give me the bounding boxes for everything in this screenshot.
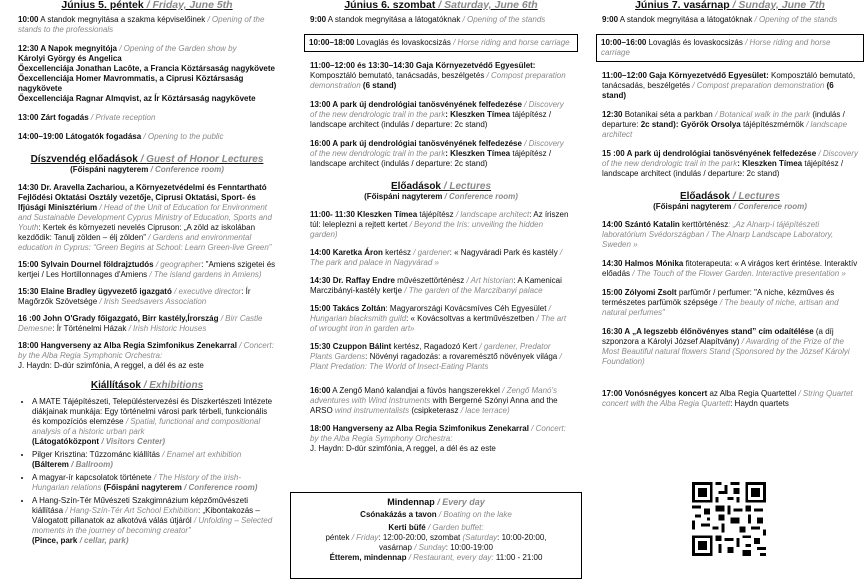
- event-text: tájépítész / landscape architect (indulás / departure: 2c stand): [310, 149, 552, 168]
- event-text-en: / Compost preparation demonstration: [690, 81, 825, 90]
- event-time: 14:30: [602, 259, 623, 268]
- room-hu: (Pince, park: [32, 536, 78, 545]
- event-text: A Zengő Manó kalandjai a fúvós hangszerekkel: [330, 386, 500, 395]
- section-title-en: Guest of Honor Lectures: [146, 154, 264, 165]
- event-text: Látogatók fogadása: [63, 132, 142, 141]
- event-time: 14:00: [602, 220, 623, 229]
- event-time: 9:00: [602, 15, 619, 24]
- event-text: Zárt fogadás: [38, 113, 89, 122]
- event-text-en: / executive director: [171, 287, 242, 296]
- event-time: 11:00- 11:30: [310, 210, 355, 219]
- list-item: [32, 450, 276, 470]
- event-text: : Kleszken Tímea: [445, 110, 511, 119]
- day-title-hu: Június 6. szombat: [344, 0, 436, 11]
- event-text-en: / Boating on the lake: [436, 510, 512, 519]
- event-text: kertész: [382, 248, 411, 257]
- lecture-item: [310, 210, 572, 240]
- event-text: (6 stand): [360, 81, 397, 90]
- event-dendrology-walk: [602, 149, 858, 179]
- lecture-item: [602, 220, 858, 250]
- lecture-item: [310, 386, 572, 416]
- lecture-item: [310, 276, 572, 296]
- event-text: Dr. Aravella Zachariou, a Környezetvédelmi és Fenntartható Fejlődési Oktatási Osztály vezetője, Ciprusi Oktatási, Sport- és Ifjúsági Minisztérium: [18, 183, 267, 212]
- lecture-item: [18, 183, 276, 253]
- event-text: (a díj szponzora a Károlyi József Alapítvány): [602, 327, 834, 346]
- event-text-en: / Art historian: [464, 276, 514, 285]
- event-text: Kerti büfé: [388, 523, 426, 532]
- event-opening-stands: [602, 15, 858, 25]
- event-text-en: / Beyond the Iris: unveiling the hidden garden): [310, 220, 544, 239]
- room-hu: (Főispáni nagyterem: [70, 165, 149, 174]
- day-column-saturday: [310, 0, 572, 463]
- section-title-en: Exhibitions: [149, 380, 204, 391]
- event-text: : 10:00-20:00,: [497, 533, 547, 542]
- event-text-en: / Hungarian blacksmith guild: [310, 304, 551, 323]
- event-text: Vonósnégyes koncert: [622, 389, 708, 398]
- event-text: az Alba Regia Quartettel: [707, 389, 797, 398]
- event-time: 10:00: [18, 15, 39, 24]
- event-time: 14:00–19:00: [18, 132, 64, 141]
- event-text-en: / Plant Predation: The World of Insect-Eating Plants: [310, 352, 562, 371]
- event-text: A Napok megnyitója: [38, 44, 117, 53]
- section-title-lectures: Előadások / Lectures: [390, 181, 492, 192]
- event-text-en: / Horse riding and horse carriage: [450, 38, 570, 47]
- event-text: A standok megnyitása a látogatóknak: [326, 15, 461, 24]
- event-text: vasárnap: [379, 543, 412, 552]
- event-text-en: / Enamel art exhibition: [159, 450, 242, 459]
- event-text-en: / Garden buffet:: [425, 523, 484, 532]
- event-text-en: / landscape architect: [453, 210, 530, 219]
- lecture-item: [310, 248, 572, 268]
- event-text: J. Haydn: D-dúr szimfónia, A reggel, a dél és az este: [310, 444, 496, 453]
- event-public-opening: [18, 132, 276, 142]
- section-title-hu: Előadások: [390, 181, 441, 192]
- day-title-hu: Június 7. vasárnap: [635, 0, 730, 11]
- section-title-en: Lectures: [738, 191, 781, 202]
- event-text: A Hang-Szín-Tér Művészeti Szakgimnázium képzőművészeti kiállítása: [32, 496, 249, 515]
- event-compost: [602, 71, 858, 101]
- room-en: / Conference room): [731, 202, 807, 211]
- event-time: 16:00: [310, 386, 331, 395]
- event-time: 12:30: [18, 44, 39, 53]
- event-dendrology-walk: [310, 100, 572, 130]
- event-text: A standok megnyitása a szakma képviselőinek: [38, 15, 206, 24]
- day-column-sunday: [602, 0, 858, 418]
- event-text-en: / Zengő Manó's adventures with Wind Instruments: [310, 386, 558, 405]
- day-title-en: Sunday, June 7th: [738, 0, 825, 11]
- event-text-en: / Botanical walk in the park: [712, 110, 811, 119]
- event-text-en: / gardener: [410, 248, 450, 257]
- everyday-buffet: [291, 523, 581, 563]
- day-title-hu: Június 5. péntek: [61, 0, 144, 11]
- event-text-en: / lace terrace): [458, 406, 510, 415]
- everyday-box: [290, 492, 582, 579]
- event-text: Elaine Bradley ügyvezető igazgató: [38, 287, 172, 296]
- lecture-item: [310, 304, 572, 334]
- event-text: (indulás / departure:: [602, 110, 845, 129]
- event-text: Gaja Környezetvédő Egyesület:: [646, 71, 769, 80]
- event-time: 16 :00: [18, 314, 41, 323]
- event-text-en: / The park and palace in Nagyvárad »: [310, 248, 563, 267]
- event-text: művészettörténész: [394, 276, 465, 285]
- event-text: tájépítész: [417, 210, 454, 219]
- event-text: parfümőr / perfumer:: [676, 288, 752, 297]
- event-text-en: / The art of wrought iron in garden art»: [310, 314, 567, 333]
- event-text: (6 stand): [602, 81, 834, 100]
- section-room: [18, 165, 276, 175]
- event-text: (csipketerasz: [409, 406, 459, 415]
- event-text-en: / geographer: [153, 260, 202, 269]
- event-text: : Kleszken Tímea: [737, 159, 803, 168]
- event-text: A park új dendrológiai tanösvényének felfedezése: [624, 149, 817, 158]
- event-text-en: / Gardens and environmental education in Cyprus: “Green Begins at School: Learn Green-live Green”: [18, 233, 272, 252]
- day-title-sunday: [602, 0, 858, 11]
- event-text: Komposztáló bemutató, tanácsadás, beszélgetés: [602, 71, 856, 90]
- event-text-en: / Friday: [349, 533, 379, 542]
- event-text-en: / The History of the irish-Hungarian relations: [32, 473, 241, 492]
- room-en: / Conference room): [181, 483, 258, 492]
- event-text: tájépítész / landscape architect (indulás / departure: 2c stand): [602, 159, 844, 178]
- event-text: Takács Zoltán: [330, 304, 386, 313]
- event-text: : Kertek és környezeti nevelés Cipruson: „A zöld az iskolában kezdődik: Tanulj zölden – élj zölden”: [18, 223, 256, 242]
- event-text-en: / Awarding of the Prize of the Most Beautiful natural flowers Stand (Sponsored by the József Károlyi Foundation): [602, 337, 850, 366]
- event-dendrology-walk: [310, 139, 572, 169]
- section-title-exhibitions: Kiállítások / Exhibitions: [90, 380, 204, 391]
- event-text: Sylvain Dournel földrajztudós: [38, 260, 154, 269]
- event-text: 2c stand):: [638, 120, 679, 129]
- event-text-en: / Discovery of the new dendrologic trail in the park: [602, 149, 858, 168]
- event-text-en: / Spatial, functional and compositional analysis of a historic urban park: [32, 417, 261, 436]
- event-time: 15:00: [18, 260, 39, 269]
- event-text-en: / The Alnarp Landscape Laboratory, Sweden »: [602, 230, 834, 249]
- event-text-en: / Private reception: [88, 113, 156, 122]
- guest-line: Őexcellenciája Ragnar Almqvist, az Ír Köztársaság nagykövete: [18, 94, 256, 103]
- event-time: 18:00: [310, 424, 331, 433]
- everyday-title-en: / Every day: [434, 497, 485, 507]
- event-text-en: / String Quartet concert with the Alba Regia Quartett: [602, 389, 853, 408]
- event-text: Gaja Környezetvédő Egyesület:: [413, 61, 536, 70]
- section-title-hu: Előadások: [679, 191, 730, 202]
- event-time: 15:30: [310, 342, 331, 351]
- event-time: 10:00–18:00: [309, 38, 355, 47]
- event-text-en: / Opening of the stands to the professionals: [18, 15, 265, 34]
- event-time: 13:00: [18, 113, 39, 122]
- room-en: / Visitors Center): [99, 437, 166, 446]
- section-room: [310, 192, 572, 202]
- section-title-lectures: Előadások / Lectures: [679, 191, 781, 202]
- event-opening-stands: [310, 15, 572, 25]
- day-title-saturday: [310, 0, 572, 11]
- guest-line: Őexcellenciája Homer Mavrommatis, a Ciprusi Köztársaság nagykövete: [18, 74, 244, 93]
- event-time: 9:00: [310, 15, 327, 24]
- event-text: : Haydn quartets: [730, 399, 789, 408]
- event-text: : Kleszken Tímea: [445, 149, 511, 158]
- event-text: : „Kibontakozás – Válogatott pillanatok az alkotóvá válás útjáról: [32, 506, 260, 525]
- event-text-en: / Discovery of the new dendrologic trail in the park: [310, 139, 564, 158]
- event-time: 17:00: [602, 389, 623, 398]
- event-time: 12:30: [602, 110, 623, 119]
- room-en: / cellar, park): [77, 536, 129, 545]
- event-text-en: / Unfolding – Selected moments in the journey of becoming creator”: [32, 516, 273, 535]
- event-text-en: / The island gardens in Amiens): [147, 270, 262, 279]
- event-opening-professionals: [18, 15, 276, 35]
- event-time: 11:00–12:00: [602, 71, 647, 80]
- event-time: 10:00–16:00: [601, 38, 647, 47]
- room-en: / Conference room): [148, 165, 224, 174]
- exhibition-list: [18, 397, 276, 546]
- event-text: tájépítész / landscape architect (indulás / departure: 2c stand): [310, 110, 552, 129]
- lecture-item: [310, 424, 572, 454]
- event-text: Dr. Raffay Endre: [330, 276, 395, 285]
- event-time: 14:00: [310, 248, 331, 257]
- event-time: 18:00: [18, 341, 39, 350]
- lecture-item: [18, 287, 276, 307]
- event-text-en: / Concert: by the Alba Regia Symphonic Orchestra:: [18, 341, 274, 360]
- room-en: / Conference room): [442, 192, 518, 201]
- guest-line: Őexcellenciája Jonathan Lacôte, a Francia Köztársaság nagykövete: [18, 64, 275, 73]
- event-text: Györök Orsolya: [678, 120, 741, 129]
- event-text: Halmos Mónika: [622, 259, 684, 268]
- event-text-en: / Head of the Unit of Education for Environment and Sustainable Development Cyprus Ministry of Education, Sports and Youth: [18, 203, 272, 232]
- event-text: : « Kovácsoltvas a kertművészetben: [406, 314, 535, 323]
- event-text: A MATE Tájépítészeti, Településtervezési és Díszkertészeti Intézete diákjainak munkája: Egy történelmi városi park térbeli, funkcionális és kompozíciós elemzése: [32, 397, 273, 426]
- event-time: 14:30: [18, 183, 39, 192]
- lecture-item: [602, 288, 858, 318]
- title-sep: /: [435, 0, 445, 11]
- event-time: 14:30: [310, 276, 331, 285]
- event-opening-show: [18, 44, 276, 104]
- event-text: Kleszken Tímea: [354, 210, 418, 219]
- event-text-en: / The Touch of the Flower Garden. Interactive presentation »: [630, 269, 846, 278]
- event-text: A standok megnyitása a látogatóknak: [618, 15, 753, 24]
- event-time: 15:00: [310, 304, 331, 313]
- event-time: 16:30: [602, 327, 623, 336]
- event-text-en: / Opening to the public: [141, 132, 224, 141]
- lecture-item: [602, 389, 858, 409]
- qr-code-icon[interactable]: [692, 482, 766, 556]
- event-text-en: / Concert: by the Alba Regia Symphony Orchestra:: [310, 424, 566, 443]
- event-time: 13:00: [310, 100, 331, 109]
- day-title-en: Friday, June 5th: [152, 0, 233, 11]
- event-text-en: / Opening of the stands: [460, 15, 546, 24]
- event-time: 15 :00: [602, 149, 625, 158]
- event-text: Botanikai séta a parkban: [622, 110, 713, 119]
- event-text-en: / Discovery of the new dendrologic trail in the park: [310, 100, 564, 119]
- room-hu: (Bálterem: [32, 460, 69, 469]
- event-private-reception: [18, 113, 276, 123]
- event-text: with Bergerné Szónyi Anna and the ARSO: [310, 396, 558, 415]
- lecture-item: [18, 341, 276, 371]
- lecture-item: [18, 314, 276, 334]
- room-hu: (Látogatóközpont: [32, 437, 100, 446]
- list-item: [32, 397, 276, 447]
- event-text: Hangverseny az Alba Regia Szimfonikus Zenekarral: [38, 341, 237, 350]
- event-text: kertész, Ragadozó Kert: [391, 342, 478, 351]
- event-text: : « Nagyváradi Park és kastély: [449, 248, 558, 257]
- room-hu: (Főispáni nagyterem: [364, 192, 443, 201]
- everyday-boating: [291, 510, 581, 520]
- event-text: kerttörténész: [679, 220, 729, 229]
- event-text: : „Az Alnarp-i tájépítészeti laboratórium Svédországban: [602, 220, 820, 239]
- list-item: [32, 473, 276, 493]
- event-text: fitoterapeuta:: [683, 259, 733, 268]
- event-text: : A Kamenicai Marczibányi-kastély kertje: [310, 276, 562, 295]
- lecture-item: [18, 260, 276, 280]
- event-text: John O'Grady főigazgató, Birr kastély,Írország: [40, 314, 219, 323]
- lecture-item: [602, 259, 858, 279]
- event-text-en: / Opening of the stands: [752, 15, 838, 24]
- event-text: Zólyomi Zsolt: [622, 288, 677, 297]
- event-text-en: / Irish Seedsavers Association: [97, 297, 207, 306]
- room-en: / Ballroom): [68, 460, 113, 469]
- event-text-en: (Saturday: [460, 533, 498, 542]
- event-text-en: / The garden of the Marczibanyi palace: [402, 286, 543, 295]
- event-text-en: / landscape architect: [602, 120, 848, 139]
- day-column-friday: [18, 0, 276, 549]
- event-text-en: / Sunday: [411, 543, 446, 552]
- event-text: 11:00 - 21:00: [493, 553, 543, 562]
- event-text: Szántó Katalin: [622, 220, 680, 229]
- event-text: tájépítészmérnök: [740, 120, 804, 129]
- title-sep: /: [729, 0, 739, 11]
- event-text: Karetka Áron: [330, 248, 383, 257]
- event-text: Lovaglás és lovaskocsizás: [646, 38, 743, 47]
- event-text: péntek: [325, 533, 350, 542]
- event-text: : 10:00-19:00: [445, 543, 493, 552]
- event-text: Hangverseny az Alba Regia Szimfonikus Zenekarral: [330, 424, 529, 433]
- event-text: « A virágos kert érintése. Interaktív előadás: [602, 259, 858, 278]
- event-text: : "Amiens szigetei és kertjei / Les Hortillonnages d'Amiens: [18, 260, 276, 279]
- event-text: J. Haydn: D-dúr szimfónia, A reggel, a dél és az este: [18, 361, 204, 370]
- event-time: 16:00: [310, 139, 331, 148]
- event-text: Lovaglás és lovaskocsizás: [354, 38, 451, 47]
- event-text-en: wind instrumentalists: [332, 406, 410, 415]
- event-text: : Ír Történelmi Házak: [52, 324, 127, 333]
- event-time: 15:00: [602, 288, 623, 297]
- section-title-guest-lectures: Díszvendég előadások / Guest of Honor Lectures: [30, 154, 264, 165]
- section-room: [602, 202, 858, 212]
- event-text-en: / The beauty of niche, artisan and natural perfumes": [602, 298, 839, 317]
- room-hu: (Főispáni nagyterem: [101, 483, 182, 492]
- day-title-friday: [18, 0, 276, 11]
- lecture-item: [310, 342, 572, 372]
- event-text: : Ír Magőrzők Szövetsége: [18, 287, 251, 306]
- event-text: : Növényi ragadozás: a rovaremésztő növények világa: [365, 352, 558, 361]
- event-text: Komposztáló bemutató, tanácsadás, beszélgetés: [310, 71, 485, 80]
- everyday-title-hu: Mindennap: [387, 497, 435, 507]
- event-text: Czuppon Bálint: [330, 342, 392, 351]
- title-sep: /: [143, 0, 153, 11]
- event-text: A magyar-ír kapcsolatok története: [32, 473, 152, 482]
- event-botanical-walk: [602, 110, 858, 140]
- room-hu: (Főispáni nagyterem: [653, 202, 732, 211]
- event-text: "A niche, kézműves és természetes parfümök szépsége: [602, 288, 835, 307]
- event-text-en: / Horse riding and horse carriage: [601, 38, 831, 57]
- event-text: : Az íriszen túl: leleplezni a rejtett kertet: [310, 210, 569, 229]
- event-text: A „A legszebb élőnövényes stand” cím odaítélése: [622, 327, 814, 336]
- event-text-en: / Irish Historic Houses: [126, 324, 207, 333]
- section-title-hu: Díszvendég előadások: [30, 154, 138, 165]
- event-compost: [310, 61, 572, 91]
- event-text: A park új dendrológiai tanösvényének felfedezése: [330, 139, 522, 148]
- event-text: : Magyarországi Kovácsmíves Céh Egyesület: [385, 304, 547, 313]
- event-text: Étterem, mindennap: [329, 553, 407, 562]
- guest-line: Károlyi György és Angelica: [18, 54, 122, 63]
- everyday-title: [291, 497, 581, 507]
- event-text: Csónakázás a tavon: [360, 510, 437, 519]
- event-text-en: / Restaurant, every day:: [406, 553, 494, 562]
- section-title-en: Lectures: [449, 181, 492, 192]
- event-horse-riding-box: [304, 34, 578, 52]
- event-text: A park új dendrológiai tanösvényének felfedezése: [330, 100, 522, 109]
- event-text: : 12:00-20:00, szombat: [378, 533, 461, 542]
- day-title-en: Saturday, June 6th: [444, 0, 538, 11]
- event-time: 11:00–12:00 és 13:30–14:30: [310, 61, 414, 70]
- section-title-hu: Kiállítások: [90, 380, 141, 391]
- event-text: Pilger Krisztina: Tűzzománc kiállítás: [32, 450, 160, 459]
- event-text-en: / gardener, Predator Plants Gardens: [310, 342, 551, 361]
- event-text-en: / Opening of the Garden show by: [117, 44, 237, 53]
- event-text-en: / Hang-Szín-Tér Art School Exhibition: [63, 506, 198, 515]
- event-text-en: / Compost preparation demonstration: [310, 71, 566, 90]
- event-time: 15:30: [18, 287, 39, 296]
- event-horse-riding-box: [596, 34, 864, 62]
- list-item: [32, 496, 276, 546]
- lecture-item: [602, 327, 858, 367]
- event-text-en: / Birr Castle Demesne: [18, 314, 263, 333]
